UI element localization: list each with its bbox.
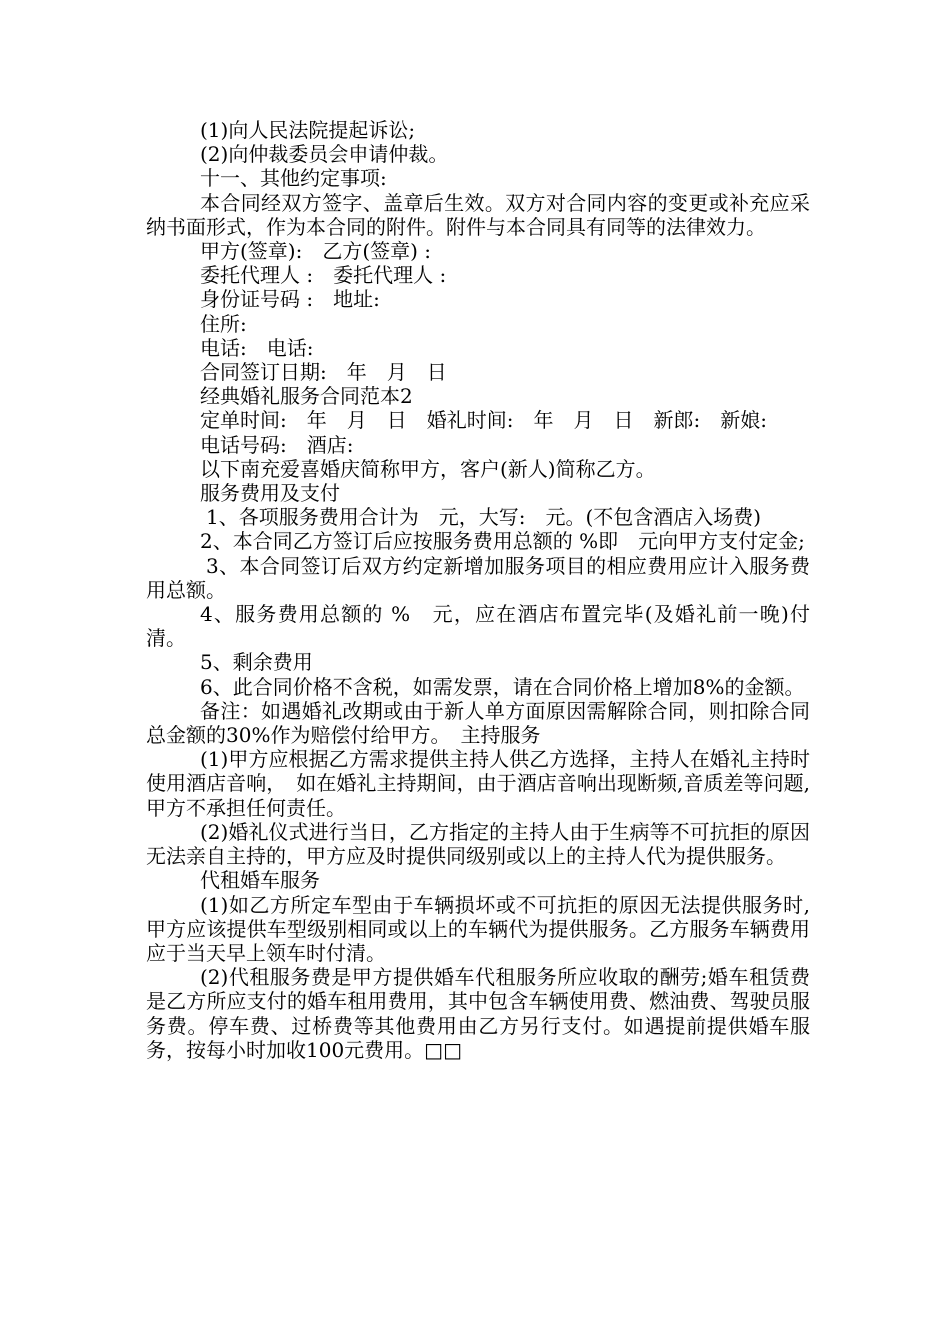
paragraph: 本合同经双方签字、盖章后生效。双方对合同内容的变更或补充应采纳书面形式，作为本合同的附件。附件与本合同具有同等的法律效力。 <box>146 190 810 239</box>
signature-line: 电话: 电话: <box>200 335 314 360</box>
signature-line: 委托代理人 : 委托代理人 : <box>200 263 447 288</box>
paragraph: 5、剩余费用 <box>200 650 313 675</box>
signature-line: 甲方(签章): 乙方(签章) : <box>200 239 432 264</box>
paragraph: 2、本合同乙方签订后应按服务费用总额的 %即 元向甲方支付定金; <box>200 529 805 554</box>
paragraph: (2)代租服务费是甲方提供婚车代租服务所应收取的酬劳;婚车租赁费是乙方所应支付的婚车租用费用，其中包含车辆使用费、燃油费、驾驶员服务费。停车费、过桥费等其他费用由乙方另行支付。如遇提前提供婚车服务，按每小时加收100元费用。□□ <box>146 965 810 1062</box>
paragraph: 4、服务费用总额的 % 元，应在酒店布置完毕(及婚礼前一晚)付清。 <box>146 602 810 651</box>
section-heading: 服务费用及支付 <box>200 481 340 506</box>
section-heading: 十一、其他约定事项: <box>200 166 387 191</box>
paragraph: 备注：如遇婚礼改期或由于新人单方面原因需解除合同，则扣除合同总金额的30%作为赔偿付给甲方。 主持服务 <box>146 698 810 748</box>
paragraph: (1)甲方应根据乙方需求提供主持人供乙方选择，主持人在婚礼主持时使用酒店音响， 如在婚礼主持期间，由于酒店音响出现断频,音质差等问题,甲方不承担任何责任。 <box>146 747 810 820</box>
signature-line: 身份证号码 : 地址: <box>200 287 380 312</box>
paragraph: 3、本合同签订后双方约定新增加服务项目的相应费用应计入服务费用总额。 <box>146 553 810 602</box>
document-page <box>146 118 810 1062</box>
paragraph: (2)向仲裁委员会申请仲裁。 <box>200 142 449 167</box>
paragraph: 6、此合同价格不含税，如需发票，请在合同价格上增加8%的金额。 <box>200 674 805 699</box>
signature-line: 住所: <box>200 311 247 336</box>
document-title: 经典婚礼服务合同范本2 <box>200 384 413 409</box>
section-heading: 代租婚车服务 <box>200 868 320 893</box>
paragraph: 以下南充爱喜婚庆简称甲方，客户(新人)简称乙方。 <box>200 456 656 481</box>
paragraph: 1、各项服务费用合计为 元，大写: 元。(不包含酒店入场费) <box>206 505 762 530</box>
paragraph: 定单时间: 年 月 日 婚礼时间: 年 月 日 新郎: 新娘: <box>200 408 767 433</box>
paragraph: (1)向人民法院提起诉讼; <box>200 118 416 142</box>
paragraph: (2)婚礼仪式进行当日，乙方指定的主持人由于生病等不可抗拒的原因无法亲自主持的，甲方应及时提供同级别或以上的主持人代为提供服务。 <box>146 819 810 869</box>
signing-date: 合同签订日期: 年 月 日 <box>200 360 447 385</box>
paragraph: (1)如乙方所定车型由于车辆损坏或不可抗拒的原因无法提供服务时,甲方应该提供车型级别相同或以上的车辆代为提供服务。乙方服务车辆费用应于当天早上领车时付清。 <box>146 892 810 965</box>
paragraph: 电话号码: 酒店: <box>200 432 354 457</box>
